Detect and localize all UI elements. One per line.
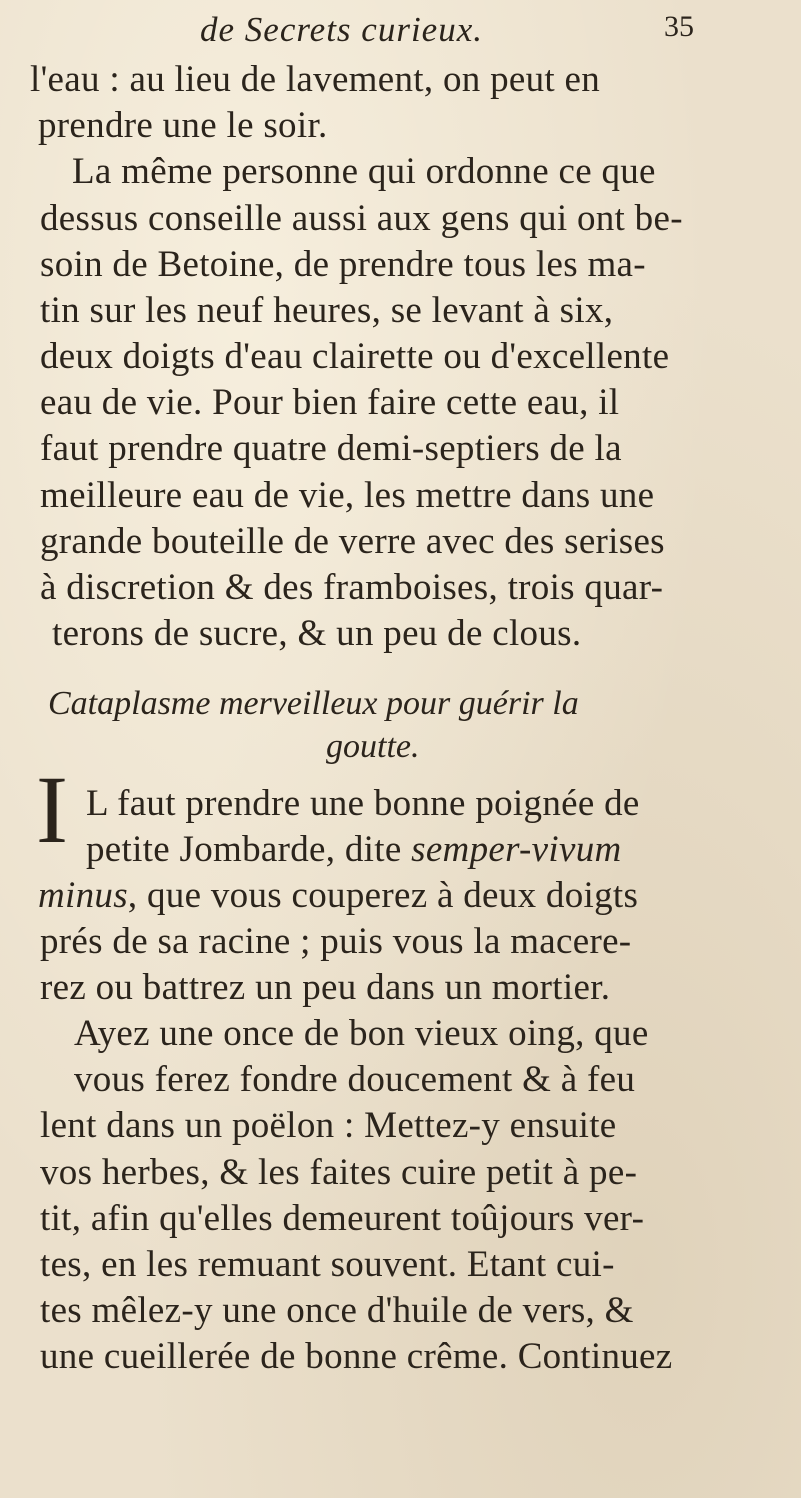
section-heading-continued: goutte. — [326, 728, 420, 765]
text-line: Ayez une once de bon vieux oing, que — [74, 1013, 649, 1054]
text-line: L faut prendre une bonne poignée de — [86, 783, 640, 824]
text-line: vos herbes, & les faites cuire petit à pe- — [40, 1152, 638, 1193]
running-title: de Secrets curieux. — [200, 10, 484, 49]
drop-cap: I — [36, 756, 68, 863]
text-line: terons de sucre, & un peu de clous. — [52, 613, 582, 654]
text-line: tit, afin qu'elles demeurent toûjours ver- — [40, 1198, 645, 1239]
latin-name-continued: minus — [38, 875, 128, 916]
text-line: une cueillerée de bonne crême. Continuez — [40, 1336, 673, 1377]
text-line: grande bouteille de verre avec des serises — [40, 521, 665, 562]
text-line: prendre une le soir. — [38, 105, 328, 146]
text-span: , que vous couperez à deux doigts — [127, 875, 639, 916]
text-line: tes mêlez-y une once d'huile de vers, & — [40, 1290, 634, 1331]
page-header — [0, 10, 801, 50]
text-line: l'eau : au lieu de lavement, on peut en — [30, 59, 601, 100]
page-number: 35 — [664, 10, 694, 43]
text-line: eau de vie. Pour bien faire cette eau, il — [40, 382, 620, 423]
text-line: vous ferez fondre doucement & à feu — [74, 1059, 636, 1100]
text-line — [86, 828, 622, 871]
text-line: La même personne qui ordonne ce que — [72, 151, 656, 192]
text-line: rez ou battrez un peu dans un mortier. — [40, 967, 611, 1008]
section-heading: Cataplasme merveilleux pour guérir la — [48, 685, 579, 722]
text-span: petite Jombarde, dite — [86, 829, 402, 870]
latin-name: semper-vivum — [411, 829, 622, 870]
text-line: faut prendre quatre demi-septiers de la — [40, 428, 622, 469]
text-line: meilleure eau de vie, les mettre dans une — [40, 475, 655, 516]
text-line: dessus conseille aussi aux gens qui ont be- — [40, 198, 683, 239]
text-line: lent dans un poëlon : Mettez-y ensuite — [40, 1105, 617, 1146]
text-line — [38, 874, 638, 917]
text-line: prés de sa racine ; puis vous la macere- — [40, 921, 632, 962]
text-line: deux doigts d'eau clairette ou d'excellente — [40, 336, 670, 377]
text-line: tin sur les neuf heures, se levant à six, — [40, 290, 614, 331]
text-line: soin de Betoine, de prendre tous les ma- — [40, 244, 646, 285]
text-line: tes, en les remuant souvent. Etant cui- — [40, 1244, 615, 1285]
text-line: à discretion & des framboises, trois quar- — [40, 567, 664, 608]
